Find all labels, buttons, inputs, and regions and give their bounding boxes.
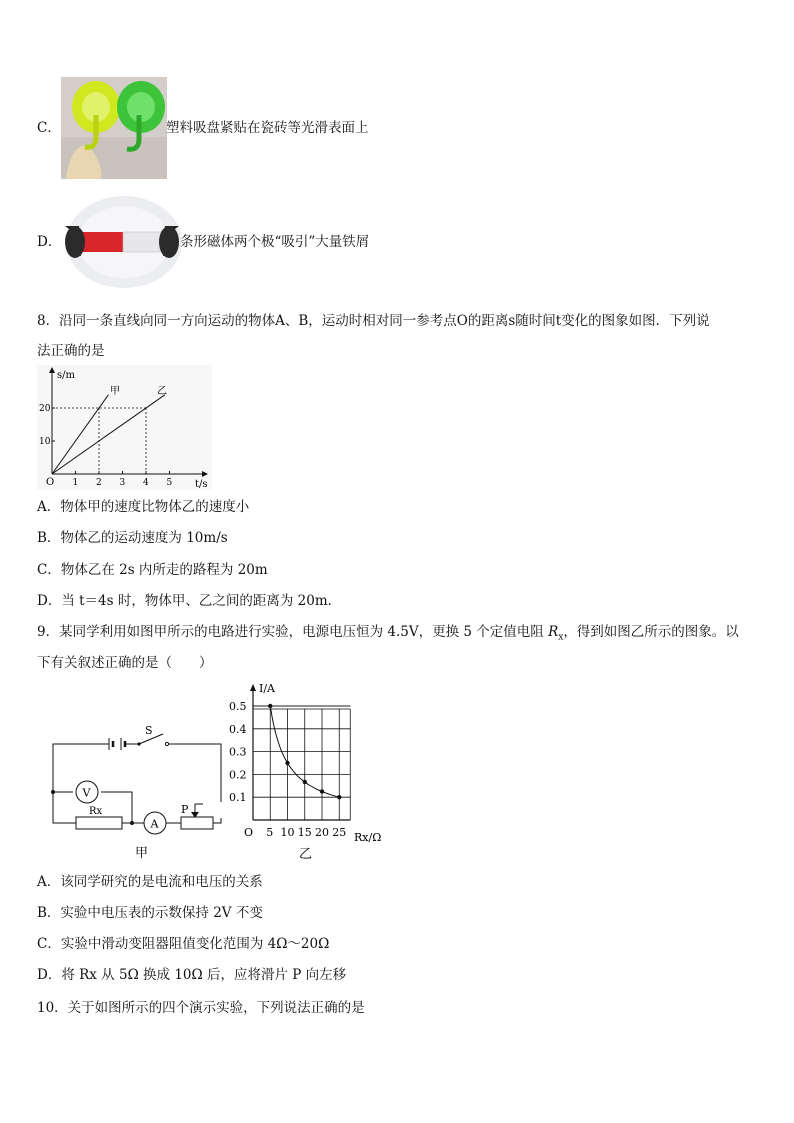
ir-xlabel: Rx/Ω [354, 831, 382, 844]
ir-data-point [268, 704, 272, 708]
ir-x-tick-label: 5 [266, 826, 274, 839]
st-origin: O [46, 477, 55, 488]
ir-caption: 乙 [299, 847, 313, 862]
slider-label: P [181, 803, 189, 816]
q10-stem: 10．关于如图所示的四个演示实验，下列说法正确的是 [37, 1000, 365, 1016]
st-x-tick-label: 5 [166, 478, 173, 488]
q9-option-c: C．实验中滑动变阻器阻值变化范围为 4Ω～20Ω [37, 936, 330, 952]
ir-graph [226, 680, 396, 865]
q9-option-d: D．将 Rx 从 5Ω 换成 10Ω 后，应将滑片 P 向左移 [37, 967, 347, 983]
ir-data-point [303, 780, 307, 784]
st-label-yi: 乙 [157, 386, 167, 397]
circuit-diagram [45, 718, 225, 863]
circuit-caption: 甲 [135, 846, 149, 861]
ir-data-point [337, 795, 341, 799]
q8-option-b: B．物体乙的运动速度为 10m/s [37, 530, 228, 546]
q8-stem-line2: 法正确的是 [37, 343, 105, 359]
ir-x-tick-label: 20 [315, 826, 329, 839]
q8-stem-line1: 8．沿同一条直线向同一方向运动的物体A、B，运动时相对同一参考点O的距离s随时间t变化的图象如图．下列说 [37, 313, 710, 329]
st-x-tick-label: 1 [72, 478, 79, 488]
ir-ylabel: I/A [259, 682, 275, 695]
st-ylabel: s/m [57, 370, 75, 381]
ir-data-point [320, 789, 324, 793]
q8-option-d: D．当 t＝4s 时，物体甲、乙之间的距离为 20m． [37, 593, 342, 609]
ir-y-tick-label: 0.3 [229, 745, 247, 759]
option-d-letter: D． [37, 234, 62, 250]
ir-data-point [285, 761, 289, 765]
st-graph [37, 365, 212, 490]
rheostat-icon [181, 817, 213, 829]
voltmeter-label: V [82, 786, 91, 800]
circuit-switch-label: S [145, 724, 153, 737]
q8-option-c: C．物体乙在 2s 内所走的路程为 20m [37, 562, 268, 578]
q9-stem-line2: 下有关叙述正确的是（ ） [37, 655, 213, 671]
st-x-tick-label: 3 [119, 478, 126, 488]
q9-option-b: B．实验中电压表的示数保持 2V 不变 [37, 905, 263, 921]
bar-magnet-photo [61, 196, 181, 288]
st-xlabel: t/s [195, 479, 208, 490]
q8-option-a: A．物体甲的速度比物体乙的速度小 [37, 499, 250, 515]
option-c-letter: C． [37, 120, 61, 136]
st-y-tick-label: 20 [39, 404, 51, 414]
option-c-text: 塑料吸盘紧贴在瓷砖等光滑表面上 [166, 120, 369, 136]
st-y-tick-label: 10 [39, 437, 51, 447]
ir-x-tick-label: 15 [297, 826, 312, 839]
ir-y-tick-label: 0.1 [229, 791, 247, 805]
ir-x-tick-label: 10 [280, 826, 295, 839]
q9-stem-line1: 9．某同学利用如图甲所示的电路进行实验，电源电压恒为 4.5V，更换 5 个定值电阻 $R_x$，得到如图乙所示的图象。以 [37, 624, 739, 643]
ir-y-tick-label: 0.5 [229, 700, 247, 713]
q9-option-a: A．该同学研究的是电流和电压的关系 [37, 874, 263, 890]
ir-y-tick-label: 0.2 [229, 768, 247, 782]
ir-origin: O [244, 826, 254, 839]
st-label-jia: 甲 [110, 386, 120, 397]
resistor-icon [76, 817, 122, 829]
ir-y-tick-label: 0.4 [229, 722, 247, 736]
ir-x-tick-label: 25 [332, 826, 347, 839]
option-d-text: 条形磁体两个极“吸引”大量铁屑 [180, 234, 370, 250]
suction-cup-photo [61, 77, 167, 179]
ammeter-label: A [150, 817, 159, 831]
st-x-tick-label: 4 [143, 478, 149, 488]
resistor-label: Rx [89, 806, 103, 817]
st-x-tick-label: 2 [96, 478, 102, 488]
